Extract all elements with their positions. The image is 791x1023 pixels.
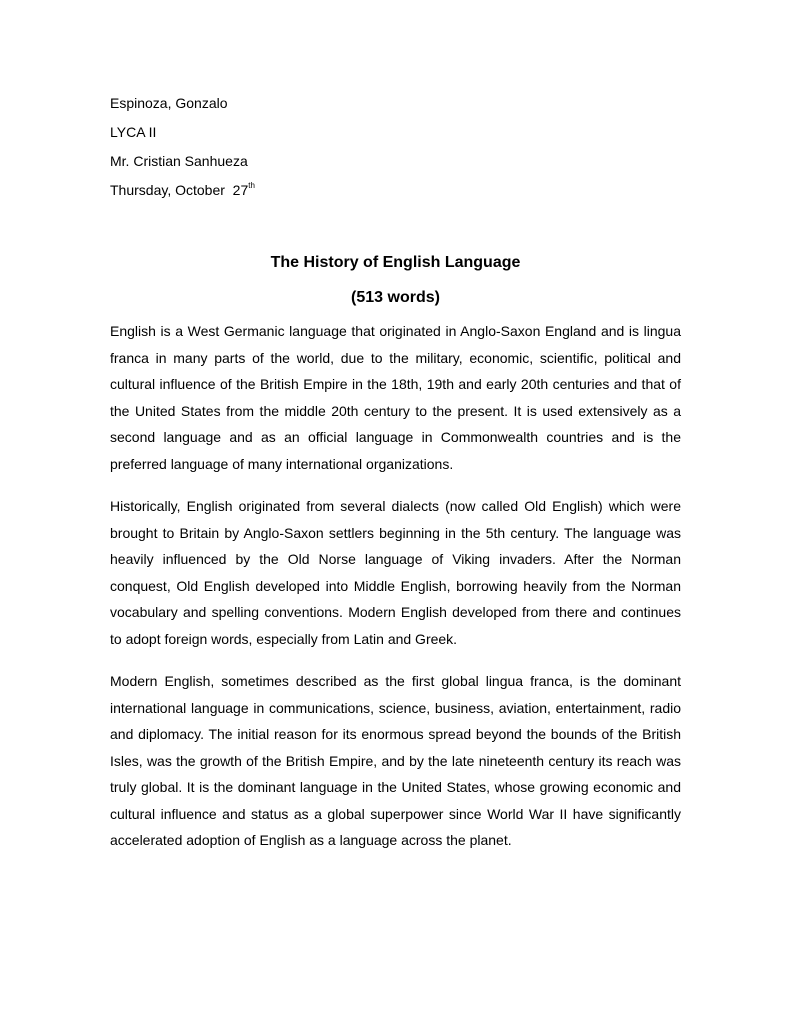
date-line xyxy=(110,176,690,205)
teacher-name: Mr. Cristian Sanhueza xyxy=(110,153,248,169)
word-count: (513 words) xyxy=(351,289,440,306)
paragraph: Historically, English originated from several dialects (now called Old English) which were brought to Britain by Anglo-Saxon settlers beginning in the 5th century. The language was heavily influenced by the Old Norse language of Viking invaders. After the Norman conquest, Old English developed into Middle English, borrowing heavily from the Norman vocabulary and spelling conventions. Modern English developed from there and continues to adopt foreign words, especially from Latin and Greek. xyxy=(110,498,681,647)
paragraph: English is a West Germanic language that originated in Anglo-Saxon England and is lingua franca in many parts of the world, due to the military, economic, scientific, political and cultural influence of the British Empire in the 18th, 19th and early 20th centuries and that of the United States from the middle 20th century to the present. It is used extensively as a second language and as an official language in Commonwealth countries and is the preferred language of many international organizations. xyxy=(110,323,681,472)
course-name: LYCA II xyxy=(110,124,157,140)
document-title: The History of English Language xyxy=(270,254,521,271)
date-text: Thursday, October 27 xyxy=(110,182,249,198)
date-suffix: th xyxy=(248,181,255,190)
paragraph: Modern English, sometimes described as the first global lingua franca, is the dominant international language in communications, science, business, aviation, entertainment, radio and diplomacy. The initial reason for its enormous spread beyond the bounds of the British Isles, was the growth of the British Empire, and by the late nineteenth century its reach was truly global. It is the dominant language in the United States, whose growing economic and cultural influence and status as a global superpower since World War II have significantly accelerated adoption of English as a language across the planet. xyxy=(110,673,681,848)
document-body xyxy=(110,318,681,870)
author-name: Espinoza, Gonzalo xyxy=(110,95,228,111)
document-header xyxy=(110,89,690,205)
